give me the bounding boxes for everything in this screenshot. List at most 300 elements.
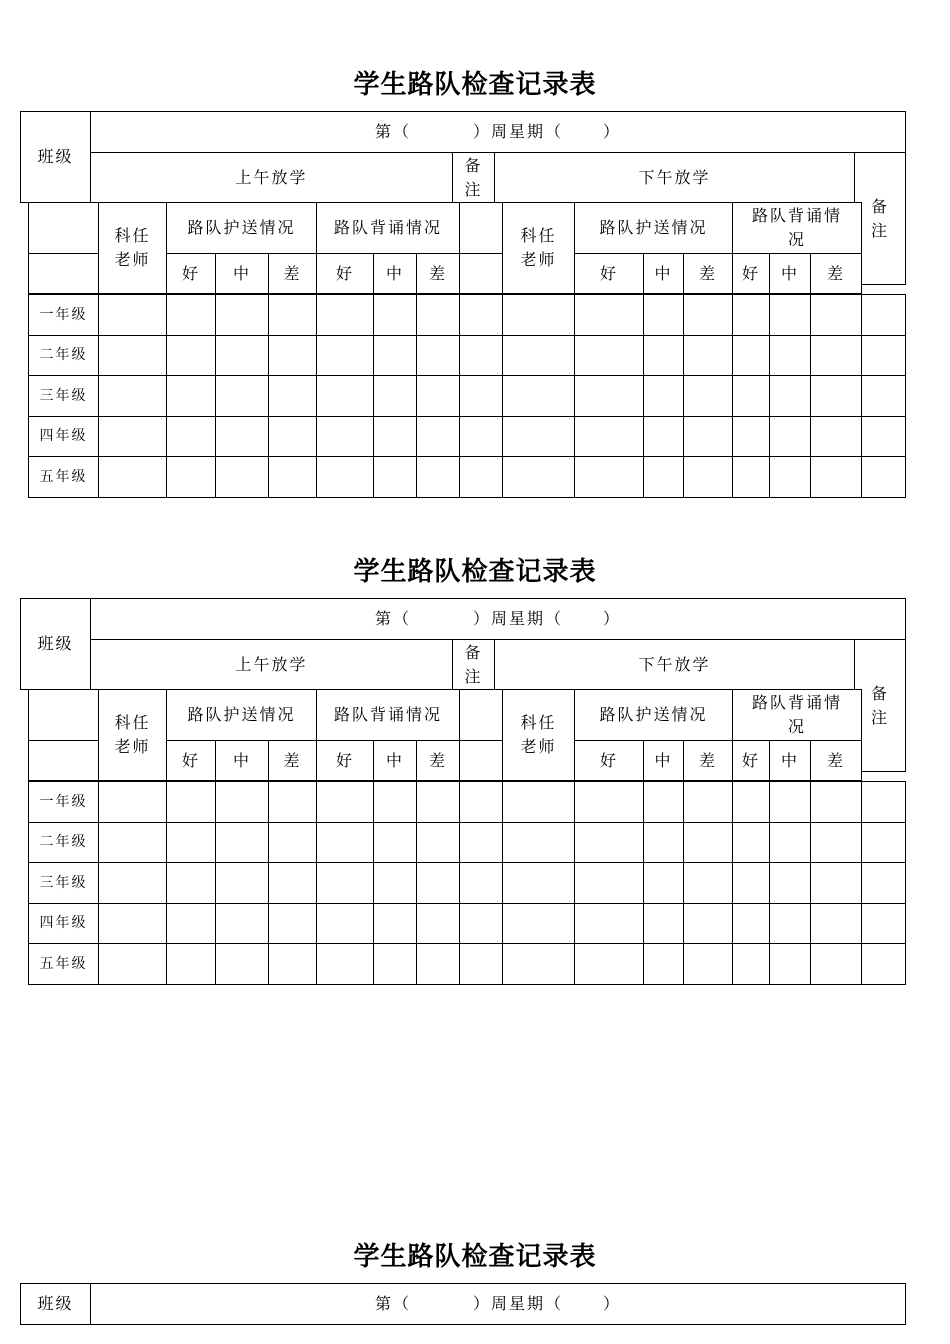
data-cell (98, 416, 167, 457)
rating-mid-2-text: 中 (385, 750, 404, 770)
data-cell (732, 416, 770, 457)
rating-mid-3 (643, 740, 684, 781)
data-cell (268, 903, 317, 944)
rating-mid-2 (373, 740, 417, 781)
rating-mid-2-text: 中 (385, 263, 404, 283)
data-cell (215, 862, 269, 904)
rating-bad-4 (810, 253, 862, 294)
escort-header-pm (574, 202, 733, 254)
data-cell (574, 294, 644, 336)
remark-afternoon-line-1: 备 (870, 683, 889, 703)
data-cell (215, 943, 269, 985)
data-cell (502, 375, 575, 417)
data-cell (502, 781, 575, 823)
rating-bad-1-text: 差 (283, 263, 302, 283)
data-cell (316, 294, 374, 336)
data-cell (268, 294, 317, 336)
data-cell (502, 862, 575, 904)
data-cell (166, 903, 216, 944)
rating-good-3 (574, 740, 644, 781)
data-cell (166, 335, 216, 376)
teacher-header-am-line-2: 老师 (114, 737, 151, 756)
rating-bad-3 (683, 740, 733, 781)
data-cell (643, 781, 684, 823)
remark-morning (452, 152, 495, 203)
week-day-cell (90, 1283, 906, 1325)
data-cell (810, 294, 862, 336)
data-cell (459, 335, 503, 376)
data-cell (861, 943, 906, 985)
data-cell (416, 781, 460, 823)
rating-mid-3 (643, 253, 684, 294)
rating-good-1-text: 好 (181, 263, 200, 283)
remark-afternoon-line-2: 注 (870, 220, 889, 240)
data-cell (732, 456, 770, 498)
grade-label-1 (28, 781, 99, 823)
data-cell (732, 375, 770, 417)
data-cell (459, 456, 503, 498)
data-cell (98, 943, 167, 985)
remark-morning (452, 639, 495, 690)
data-cell (732, 943, 770, 985)
rating-bad-3 (683, 253, 733, 294)
escort-header-am-text: 路队护送情况 (187, 218, 296, 237)
data-cell (416, 943, 460, 985)
data-cell (810, 903, 862, 944)
data-cell (416, 335, 460, 376)
escort-header-pm-text: 路队护送情况 (599, 705, 708, 724)
data-cell (683, 294, 733, 336)
week-day-cell (90, 598, 906, 640)
data-cell (643, 375, 684, 417)
rating-bad-2 (416, 253, 460, 294)
data-cell (810, 416, 862, 457)
data-cell (459, 416, 503, 457)
data-cell (373, 822, 417, 863)
data-cell (861, 456, 906, 498)
data-cell (810, 375, 862, 417)
grade-label-3 (28, 862, 99, 904)
data-cell (268, 375, 317, 417)
data-cell (459, 822, 503, 863)
rating-bad-1 (268, 740, 317, 781)
rating-good-2 (316, 253, 374, 294)
remark-morning-line-1: 备 (464, 642, 483, 662)
rating-mid-4 (769, 740, 811, 781)
escort-header-am (166, 689, 317, 741)
data-cell (769, 903, 811, 944)
data-cell (810, 781, 862, 823)
data-cell (683, 903, 733, 944)
data-cell (574, 781, 644, 823)
data-cell (643, 822, 684, 863)
rating-mid-3-text: 中 (654, 263, 673, 283)
rating-good-3 (574, 253, 644, 294)
data-cell (215, 903, 269, 944)
data-cell (373, 416, 417, 457)
data-cell (502, 943, 575, 985)
data-cell (643, 294, 684, 336)
data-cell (732, 335, 770, 376)
data-cell (810, 822, 862, 863)
data-cell (769, 943, 811, 985)
data-cell (574, 416, 644, 457)
rating-mid-1-text: 中 (232, 750, 251, 770)
data-cell (268, 335, 317, 376)
grade-label-5-text: 五年级 (39, 955, 88, 972)
grade-label-2 (28, 822, 99, 863)
data-cell (268, 781, 317, 823)
data-cell (732, 781, 770, 823)
teacher-header-pm-line-1: 科任 (520, 713, 557, 732)
grade-label-5 (28, 456, 99, 498)
data-cell (373, 375, 417, 417)
data-cell (166, 416, 216, 457)
remark-blank-bottom (459, 740, 503, 781)
data-cell (373, 456, 417, 498)
rating-bad-1 (268, 253, 317, 294)
data-cell (769, 822, 811, 863)
rating-good-1-text: 好 (181, 750, 200, 770)
data-cell (215, 822, 269, 863)
data-cell (643, 903, 684, 944)
week-day-line (375, 120, 621, 144)
data-cell (416, 903, 460, 944)
data-cell (166, 943, 216, 985)
data-cell (416, 862, 460, 904)
rating-mid-2 (373, 253, 417, 294)
corner-cell-bottom (28, 740, 99, 781)
data-cell (574, 822, 644, 863)
data-cell (459, 781, 503, 823)
data-cell (643, 862, 684, 904)
class-label-cell-text: 班级 (37, 634, 74, 653)
data-cell (166, 375, 216, 417)
rating-mid-1 (215, 253, 269, 294)
data-cell (373, 294, 417, 336)
rating-good-4 (732, 740, 770, 781)
corner-cell-top (28, 689, 99, 741)
morning-header-text: 上午放学 (235, 654, 308, 674)
grade-label-5-text: 五年级 (39, 468, 88, 485)
rating-good-2-text: 好 (335, 263, 354, 283)
escort-header-pm (574, 689, 733, 741)
recite-header-pm-line-1: 路队背诵情 (751, 693, 842, 712)
data-cell (574, 375, 644, 417)
afternoon-header (494, 152, 855, 203)
data-cell (502, 335, 575, 376)
data-cell (810, 862, 862, 904)
rating-good-1 (166, 253, 216, 294)
morning-header (90, 152, 453, 203)
week-day-line (375, 1292, 621, 1316)
remark-blank-top (459, 202, 503, 254)
week-suffix: ） (603, 609, 622, 628)
class-label-cell (20, 1283, 91, 1325)
rating-mid-1-text: 中 (232, 263, 251, 283)
week-prefix: 第（ (374, 609, 411, 628)
recite-header-pm-line-2: 况 (787, 717, 806, 736)
data-cell (316, 335, 374, 376)
morning-header (90, 639, 453, 690)
rating-bad-3-text: 差 (698, 750, 717, 770)
recite-header-pm-line-2: 况 (787, 230, 806, 249)
week-suffix: ） (603, 1294, 622, 1313)
class-label-cell-text: 班级 (37, 1294, 74, 1313)
data-cell (861, 822, 906, 863)
data-cell (459, 294, 503, 336)
grade-label-3 (28, 375, 99, 417)
recite-header-am-text: 路队背诵情况 (333, 218, 442, 237)
data-cell (166, 862, 216, 904)
remark-morning-line-2: 注 (464, 179, 483, 199)
week-day-line (375, 607, 621, 631)
data-cell (769, 335, 811, 376)
rating-good-4-text: 好 (741, 263, 760, 283)
data-cell (769, 416, 811, 457)
recite-header-pm-line-1: 路队背诵情 (751, 206, 842, 225)
data-cell (373, 862, 417, 904)
data-cell (861, 781, 906, 823)
data-cell (574, 862, 644, 904)
rating-mid-4-text: 中 (780, 750, 799, 770)
rating-good-4 (732, 253, 770, 294)
recite-header-pm (732, 202, 862, 254)
rating-bad-1-text: 差 (283, 750, 302, 770)
grade-label-1-text: 一年级 (39, 793, 88, 810)
rating-good-2-text: 好 (335, 750, 354, 770)
form-title: 学生路队检查记录表 (353, 70, 597, 100)
data-cell (861, 294, 906, 336)
grade-label-2-text: 二年级 (39, 347, 88, 363)
data-cell (643, 335, 684, 376)
data-cell (683, 862, 733, 904)
teacher-header-pm-line-2: 老师 (520, 250, 557, 269)
grade-label-2-text: 二年级 (39, 834, 88, 850)
data-cell (810, 335, 862, 376)
teacher-header-am (98, 202, 167, 294)
data-cell (98, 781, 167, 823)
week-middle: ）周星期（ (472, 609, 563, 628)
data-cell (810, 943, 862, 985)
rating-bad-4-text: 差 (826, 750, 845, 770)
data-cell (373, 903, 417, 944)
data-cell (166, 781, 216, 823)
data-cell (416, 375, 460, 417)
form-title: 学生路队检查记录表 (353, 557, 597, 587)
teacher-header-am-line-1: 科任 (114, 226, 151, 245)
grade-label-3-text: 三年级 (39, 874, 88, 891)
recite-header-pm (732, 689, 862, 741)
data-cell (459, 862, 503, 904)
data-cell (459, 903, 503, 944)
afternoon-header-text: 下午放学 (638, 167, 711, 187)
class-label-cell (20, 598, 91, 690)
recite-header-am (316, 689, 460, 741)
rating-mid-4-text: 中 (780, 263, 799, 283)
data-cell (98, 862, 167, 904)
rating-mid-3-text: 中 (654, 750, 673, 770)
grade-label-1 (28, 294, 99, 336)
data-cell (166, 822, 216, 863)
rating-bad-2-text: 差 (428, 750, 447, 770)
data-cell (683, 943, 733, 985)
data-cell (316, 416, 374, 457)
data-cell (98, 375, 167, 417)
rating-good-1 (166, 740, 216, 781)
data-cell (316, 943, 374, 985)
data-cell (861, 903, 906, 944)
data-cell (98, 822, 167, 863)
data-cell (215, 375, 269, 417)
recite-header-am (316, 202, 460, 254)
data-cell (502, 456, 575, 498)
grade-label-2 (28, 335, 99, 376)
grade-label-1-text: 一年级 (39, 306, 88, 323)
data-cell (861, 862, 906, 904)
corner-cell-bottom (28, 253, 99, 294)
data-cell (268, 416, 317, 457)
data-cell (416, 822, 460, 863)
data-cell (98, 456, 167, 498)
data-cell (574, 456, 644, 498)
remark-morning-line-1: 备 (464, 155, 483, 175)
rating-bad-4 (810, 740, 862, 781)
data-cell (683, 335, 733, 376)
teacher-header-am-line-1: 科任 (114, 713, 151, 732)
data-cell (316, 903, 374, 944)
rating-good-2 (316, 740, 374, 781)
teacher-header-pm (502, 689, 575, 781)
data-cell (215, 335, 269, 376)
data-cell (502, 822, 575, 863)
data-cell (683, 416, 733, 457)
data-cell (215, 781, 269, 823)
data-cell (732, 294, 770, 336)
data-cell (643, 416, 684, 457)
week-middle: ）周星期（ (472, 1294, 563, 1313)
data-cell (459, 943, 503, 985)
week-suffix: ） (603, 122, 622, 141)
week-prefix: 第（ (374, 1294, 411, 1313)
grade-label-3-text: 三年级 (39, 387, 88, 404)
data-cell (683, 822, 733, 863)
data-cell (98, 903, 167, 944)
rating-good-3-text: 好 (599, 750, 618, 770)
grade-label-4-text: 四年级 (39, 915, 88, 931)
data-cell (861, 416, 906, 457)
data-cell (769, 294, 811, 336)
data-cell (769, 456, 811, 498)
teacher-header-pm-line-1: 科任 (520, 226, 557, 245)
rating-good-4-text: 好 (741, 750, 760, 770)
data-cell (769, 862, 811, 904)
data-cell (316, 375, 374, 417)
data-cell (732, 903, 770, 944)
data-cell (268, 456, 317, 498)
data-cell (215, 294, 269, 336)
data-cell (316, 456, 374, 498)
data-cell (268, 822, 317, 863)
escort-header-pm-text: 路队护送情况 (599, 218, 708, 237)
data-cell (643, 456, 684, 498)
data-cell (268, 862, 317, 904)
data-cell (502, 294, 575, 336)
data-cell (861, 335, 906, 376)
rating-good-3-text: 好 (599, 263, 618, 283)
escort-header-am (166, 202, 317, 254)
teacher-header-pm (502, 202, 575, 294)
data-cell (769, 375, 811, 417)
week-middle: ）周星期（ (472, 122, 563, 141)
data-cell (416, 416, 460, 457)
week-prefix: 第（ (374, 122, 411, 141)
data-cell (574, 903, 644, 944)
data-cell (683, 781, 733, 823)
data-cell (416, 456, 460, 498)
grade-label-4 (28, 416, 99, 457)
data-cell (459, 375, 503, 417)
data-cell (373, 781, 417, 823)
data-cell (810, 456, 862, 498)
data-cell (98, 335, 167, 376)
data-cell (861, 375, 906, 417)
data-cell (683, 375, 733, 417)
morning-header-text: 上午放学 (235, 167, 308, 187)
week-day-cell (90, 111, 906, 153)
escort-header-am-text: 路队护送情况 (187, 705, 296, 724)
rating-bad-4-text: 差 (826, 263, 845, 283)
rating-bad-3-text: 差 (698, 263, 717, 283)
data-cell (683, 456, 733, 498)
grade-label-5 (28, 943, 99, 985)
class-label-cell (20, 111, 91, 203)
rating-mid-4 (769, 253, 811, 294)
data-cell (215, 416, 269, 457)
afternoon-header (494, 639, 855, 690)
remark-afternoon-line-1: 备 (870, 196, 889, 216)
data-cell (98, 294, 167, 336)
data-cell (502, 903, 575, 944)
data-cell (769, 781, 811, 823)
data-cell (416, 294, 460, 336)
data-cell (574, 943, 644, 985)
remark-morning-line-2: 注 (464, 666, 483, 686)
remark-blank-top (459, 689, 503, 741)
rating-bad-2 (416, 740, 460, 781)
form-title: 学生路队检查记录表 (353, 1242, 597, 1272)
data-cell (574, 335, 644, 376)
remark-afternoon-line-2: 注 (870, 707, 889, 727)
data-cell (502, 416, 575, 457)
corner-cell-top (28, 202, 99, 254)
remark-blank-bottom (459, 253, 503, 294)
data-cell (166, 294, 216, 336)
grade-label-4 (28, 903, 99, 944)
grade-label-4-text: 四年级 (39, 428, 88, 444)
data-cell (268, 943, 317, 985)
teacher-header-am (98, 689, 167, 781)
data-cell (373, 335, 417, 376)
afternoon-header-text: 下午放学 (638, 654, 711, 674)
data-cell (373, 943, 417, 985)
data-cell (732, 822, 770, 863)
data-cell (215, 456, 269, 498)
teacher-header-am-line-2: 老师 (114, 250, 151, 269)
rating-mid-1 (215, 740, 269, 781)
data-cell (643, 943, 684, 985)
rating-bad-2-text: 差 (428, 263, 447, 283)
